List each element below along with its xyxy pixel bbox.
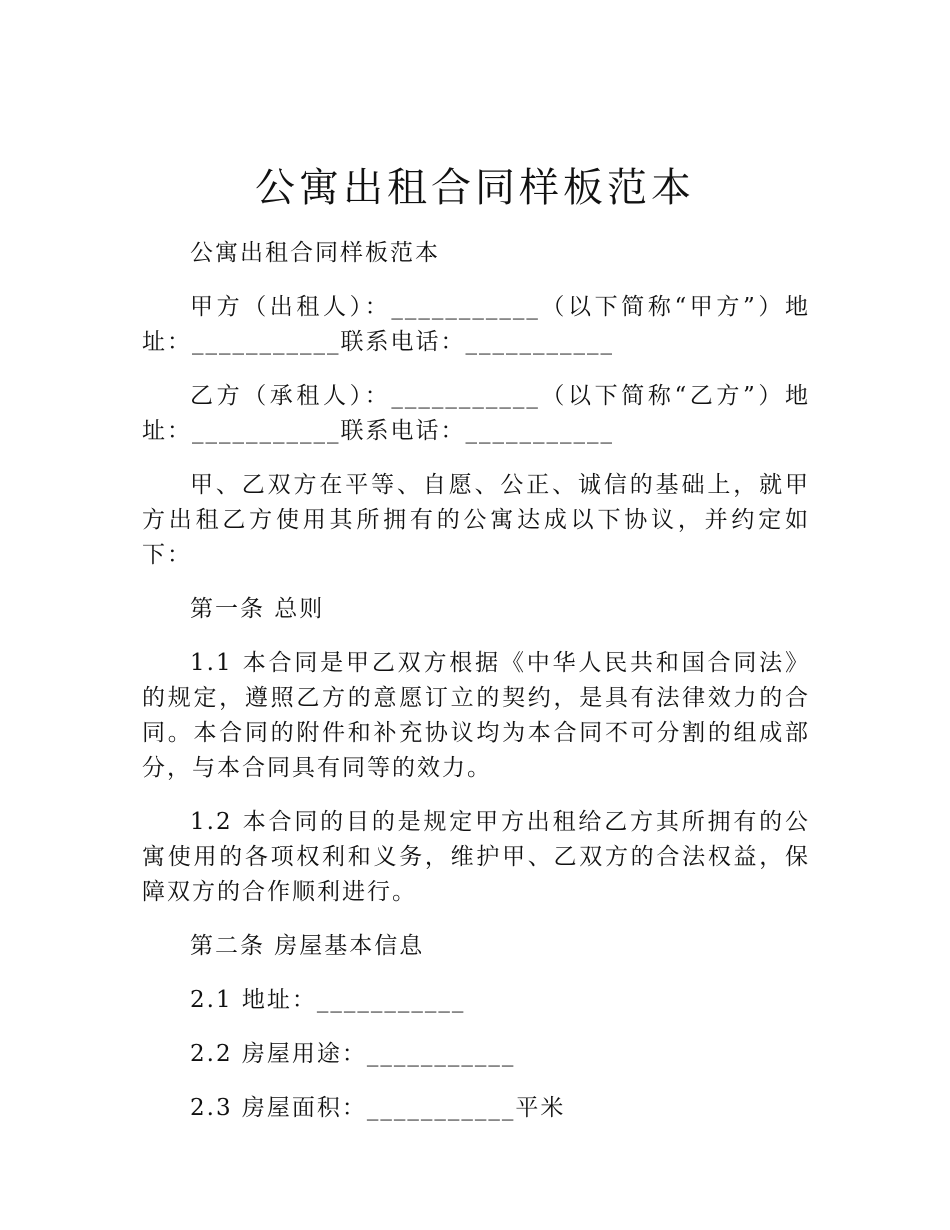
clause-2-1: 2.1 地址：___________	[190, 987, 466, 1013]
clause-2-3: 2.3 房屋面积：___________平米	[190, 1095, 566, 1121]
document-body	[142, 236, 810, 1145]
paragraph-party-b: 乙方（承租人）：___________（以下简称“乙方”）地址：___________联系电话：___________	[142, 383, 810, 444]
clause-2-2: 2.2 房屋用途：___________	[190, 1041, 516, 1067]
document-title: 公寓出租合同样板范本	[255, 165, 695, 211]
paragraph-party-a: 甲方（出租人）：___________（以下简称“甲方”）地址：___________联系电话：___________	[142, 294, 810, 355]
clause-1-2: 1.2 本合同的目的是规定甲方出租给乙方其所拥有的公寓使用的各项权利和义务，维护甲、乙双方的合法权益，保障双方的合作顺利进行。	[142, 809, 810, 905]
paragraph-subtitle: 公寓出租合同样板范本	[190, 240, 440, 266]
clause-1-1: 1.1 本合同是甲乙双方根据《中华人民共和国合同法》的规定，遵照乙方的意愿订立的契约，是具有法律效力的合同。本合同的附件和补充协议均为本合同不可分割的组成部分，与本合同具有同等的效力。	[142, 650, 810, 781]
section-heading-2: 第二条 房屋基本信息	[190, 933, 425, 959]
section-heading-1: 第一条 总则	[190, 596, 325, 622]
paragraph-preamble: 甲、乙双方在平等、自愿、公正、诚信的基础上，就甲方出租乙方使用其所拥有的公寓达成以下协议，并约定如下：	[142, 472, 810, 568]
